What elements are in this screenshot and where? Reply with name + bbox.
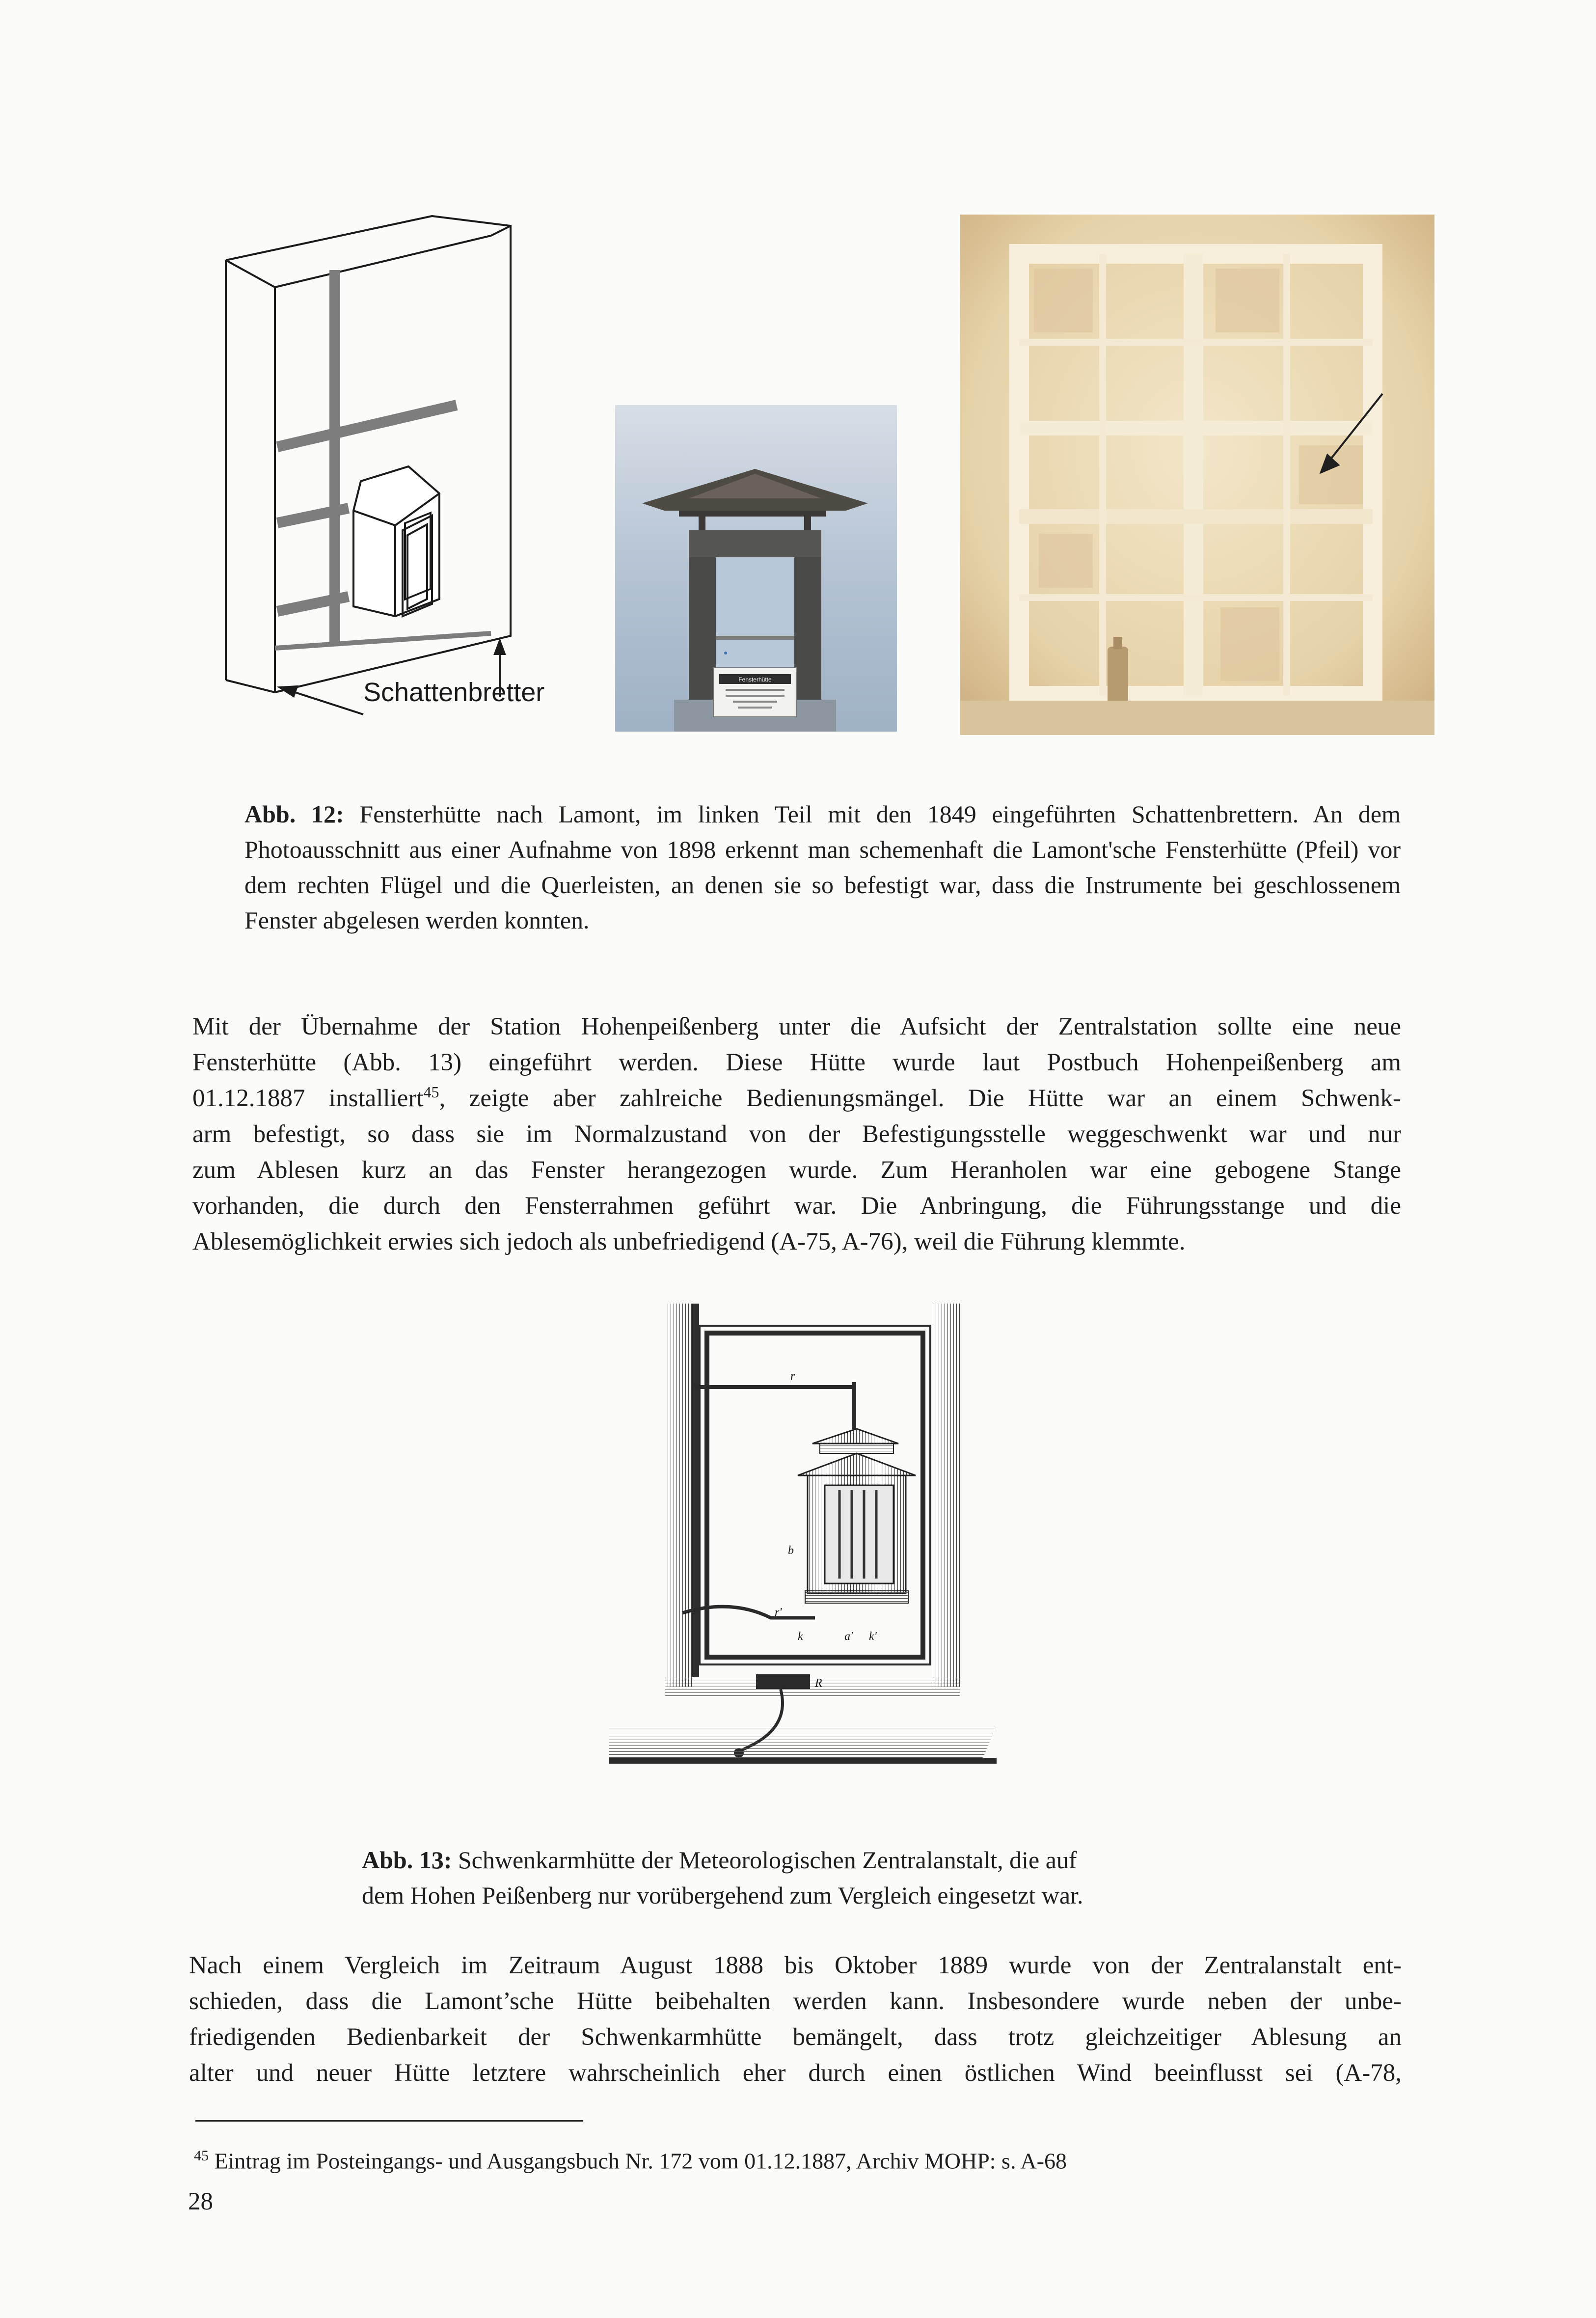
- paragraph-1-line3-b: , zeigte aber zahlreiche Bedienungsmängel. Die Hütte war an einem Schwenk-: [439, 1085, 1402, 1112]
- paragraph-1-line: Fensterhütte (Abb. 13) eingeführt werden. Diese Hütte wurde laut Postbuch Hohenpeißenberg am: [192, 1049, 1401, 1076]
- body-paragraph-1: [192, 1009, 1401, 1260]
- footnote-separator: [195, 2120, 583, 2122]
- paragraph-2-line: alter und neuer Hütte letztere wahrscheinlich eher durch einen östlichen Wind beeinflusst sei (A-78,: [189, 2059, 1402, 2087]
- paragraph-1-line: Ablesemöglichkeit erwies sich jedoch als unbefriedigend (A-75, A-76), weil die Führung klemmte.: [192, 1228, 1186, 1255]
- schattenbretter-label: Schattenbretter: [363, 678, 545, 707]
- paragraph-1-line: Mit der Übernahme der Station Hohenpeißenberg unter die Aufsicht der Zentralstation sollte eine neue: [192, 1013, 1401, 1040]
- figure-13-engraving: [609, 1304, 997, 1804]
- window-hut-line-drawing: [206, 206, 579, 717]
- figure-13-caption-prefix: Abb. 13:: [362, 1846, 452, 1874]
- figure-12-hut-photo: [615, 405, 897, 732]
- figure-13-caption-text-1: Schwenkarmhütte der Meteorologischen Zentralanstalt, die auf: [458, 1846, 1077, 1874]
- figure-12-caption-prefix: Abb. 12:: [244, 800, 344, 828]
- paragraph-1-line: [192, 1081, 1401, 1117]
- figure-12-window-photo: [960, 215, 1434, 735]
- body-paragraph-2: [189, 1948, 1402, 2091]
- paragraph-2-line: schieden, dass die Lamont’sche Hütte beibehalten werden kann. Insbesondere wurde neben der unbe-: [189, 1988, 1402, 2015]
- footnote-text: Eintrag im Posteingangs- und Ausgangsbuch Nr. 172 vom 01.12.1887, Archiv MOHP: s. A-68: [214, 2148, 1067, 2174]
- swing-arm-hut-engraving: [609, 1304, 997, 1804]
- figure-13-caption: [362, 1842, 1295, 1913]
- engraving-label-r-prime: r': [775, 1606, 782, 1619]
- window-photo-illustration: [960, 215, 1434, 735]
- page-number: 28: [188, 2188, 213, 2215]
- footnote-number: 45: [194, 2148, 209, 2164]
- figure-13-caption-line1: [362, 1842, 1295, 1878]
- footnote-ref-45[interactable]: 45: [423, 1083, 439, 1101]
- figure-12-caption-text: Fensterhütte nach Lamont, im linken Teil mit den 1849 eingeführten Schattenbrettern. An dem Photoausschnitt aus einer Aufnahme von 1898 erkennt man schemenhaft die Lamont'sche Fensterhütte (Pfeil) vor dem rechten Flügel und die Querleisten, an denen sie so befestigt war, dass die Instrumente bei geschlossenem Fenster abgelesen werden konnten.: [244, 800, 1401, 934]
- engraving-label-b: b: [788, 1544, 794, 1557]
- hut-photo-illustration: [615, 405, 897, 732]
- engraving-label-R: R: [815, 1677, 822, 1690]
- paragraph-2-line: Nach einem Vergleich im Zeitraum August 1888 bis Oktober 1889 wurde von der Zentralanstalt ent-: [189, 1952, 1402, 1979]
- figure-12-drawing: [206, 206, 579, 717]
- engraving-label-k: k: [798, 1630, 803, 1643]
- paragraph-1-line: arm befestigt, so dass sie im Normalzustand von der Befestigungsstelle weggeschwenkt war und nur: [192, 1120, 1401, 1148]
- figure-12-caption: [244, 796, 1401, 938]
- engraving-label-r: r: [790, 1370, 795, 1383]
- label-card-title: Fensterhütte: [738, 676, 772, 683]
- paragraph-1-line: vorhanden, die durch den Fensterrahmen geführt war. Die Anbringung, die Führungsstange und die: [192, 1192, 1401, 1220]
- engraving-label-a-prime: a': [844, 1630, 853, 1643]
- figure-13-caption-line2: dem Hohen Peißenberg nur vorübergehend zum Vergleich eingesetzt war.: [362, 1882, 1083, 1909]
- paragraph-1-line3-a: 01.12.1887 installiert: [192, 1085, 424, 1112]
- footnote-45: [194, 2142, 1323, 2175]
- engraving-label-k-prime: k': [869, 1630, 877, 1643]
- paragraph-2-line: friedigenden Bedienbarkeit der Schwenkarmhütte bemängelt, dass trotz gleichzeitiger Ablesung an: [189, 2023, 1402, 2051]
- paragraph-1-line: zum Ablesen kurz an das Fenster herangezogen wurde. Zum Heranholen war eine gebogene Stange: [192, 1156, 1401, 1184]
